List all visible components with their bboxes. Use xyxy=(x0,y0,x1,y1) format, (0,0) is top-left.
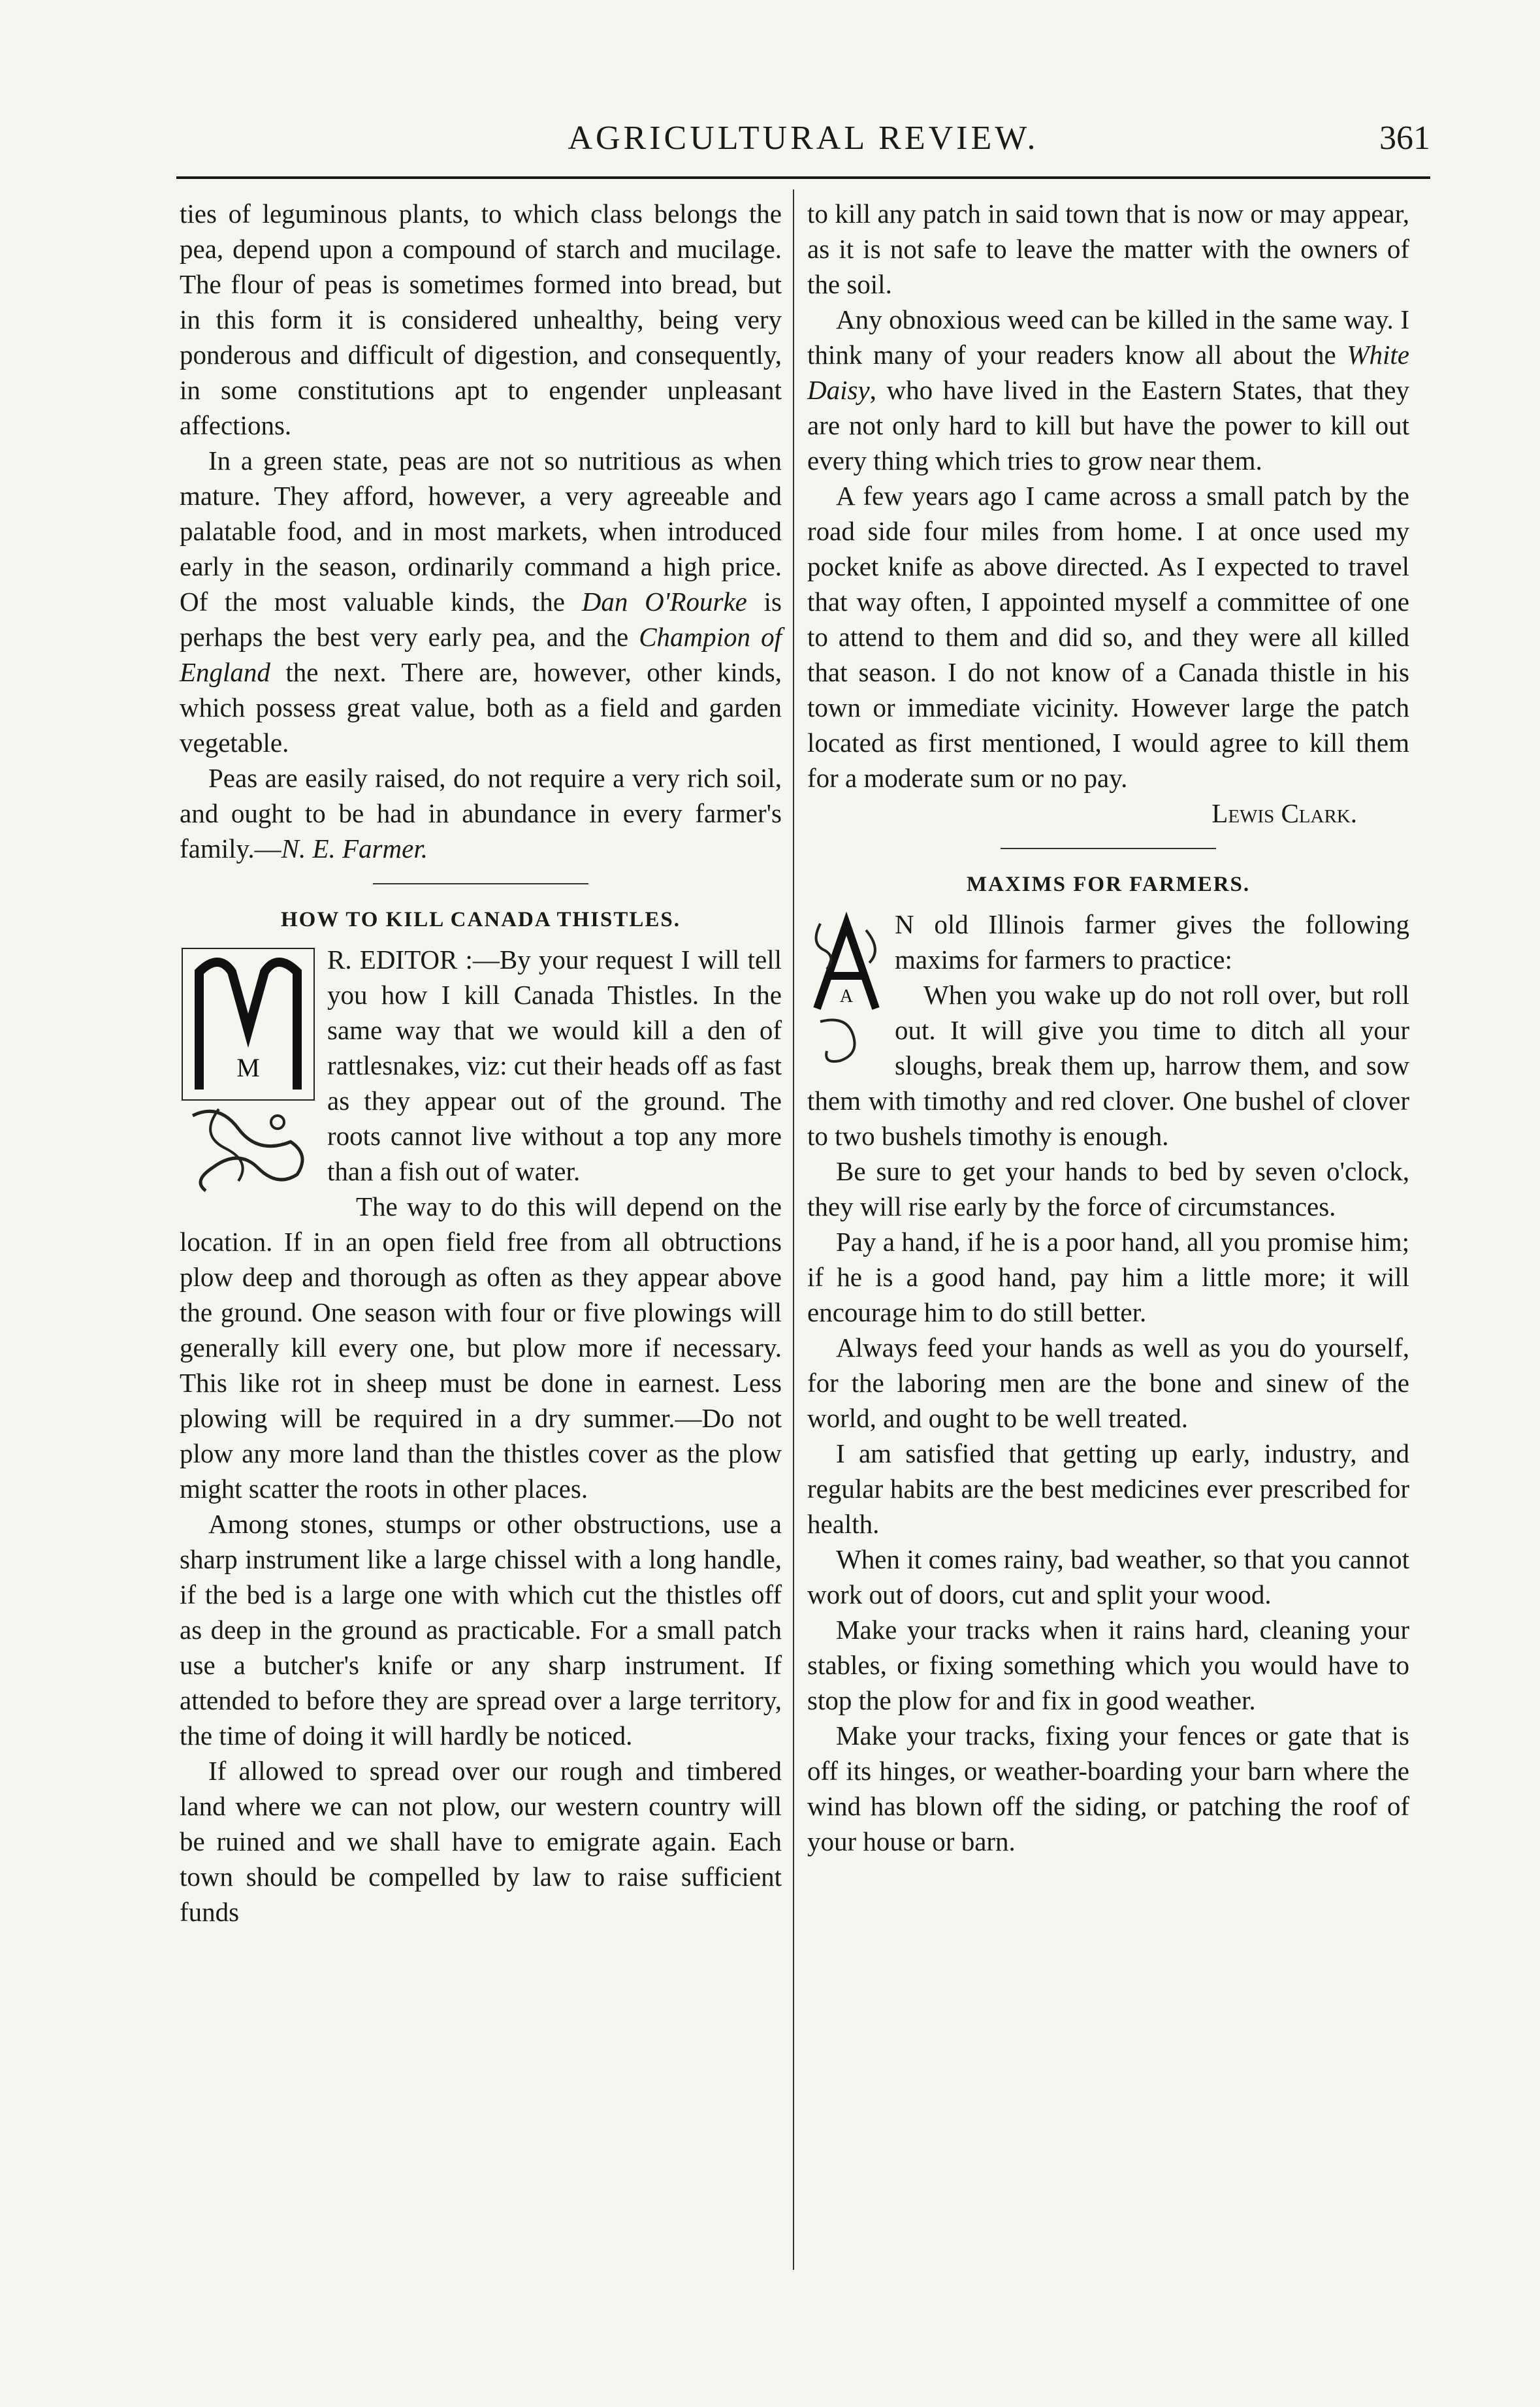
paragraph: I am satisfied that getting up early, industry, and regular habits are the best medicines ever prescribed for health. xyxy=(807,1438,1409,1539)
paragraph: Always feed your hands as well as you do yourself, for the laboring men are the bone and sinew of the world, and ought to be well treated. xyxy=(807,1333,1409,1433)
author-signature: Lewis Clark. xyxy=(1211,798,1357,828)
paragraph: N old Illinois farmer gives the following maxims for farmers to practice: xyxy=(895,909,1409,975)
section-rule xyxy=(1001,848,1216,849)
page-number: 361 xyxy=(1379,120,1430,157)
paragraph: If allowed to spread over our rough and timbered land where we can not plow, our western country will be ruined and we shall have to emigrate again. Each town should be compelled by law to raise sufficient funds xyxy=(180,1756,782,1927)
paragraph: When you wake up do not roll over, but roll out. It will give you time to ditch all your sloughs, break them up, harrow them, and sow them with timothy and red clover. One bushel of clover to two bushels timothy is enough. xyxy=(807,980,1409,1151)
header-rule xyxy=(176,176,1430,179)
ornamental-initial-a xyxy=(807,911,886,1067)
paragraph: Make your tracks, fixing your fences or gate that is off its hinges, or weather-boarding your barn where the wind has blown off the siding, or patching the roof of your house or barn. xyxy=(807,1720,1409,1856)
running-head xyxy=(176,118,1430,170)
left-column xyxy=(180,196,782,1930)
paragraph: Any obnoxious weed can be killed in the same way. I think many of your readers know all about the White Daisy, who have lived in the Eastern States, that they are not only hard to kill but have the power to kill out every thing which tries to grow near them. xyxy=(807,304,1409,476)
paragraph: Among stones, stumps or other obstructions, use a sharp instrument like a large chissel with a long handle, if the bed is a large one with which cut the thistles off as deep in the ground as practicable. For a small patch use a butcher's knife or any sharp instrument. If attended to before they are spread over a large territory, the time of doing it will hardly be noticed. xyxy=(180,1509,782,1751)
ornamental-initial-m xyxy=(180,946,317,1194)
paragraph: Peas are easily raised, do not require a very rich soil, and ought to be had in abundance in every farmer's family.—N. E. Farmer. xyxy=(180,763,782,864)
article-heading-maxims: MAXIMS FOR FARMERS. xyxy=(966,873,1251,896)
column-divider xyxy=(793,189,794,2270)
paragraph: In a green state, peas are not so nutritious as when mature. They afford, however, a very agreeable and palatable food, and in most markets, when introduced early in the season, ordinarily command a high price. Of the most valuable kinds, the Dan O'Rourke is perhaps the best very early pea, and the Champion of England the next. There are, however, other kinds, which possess great value, both as a field and garden vegetable. xyxy=(180,445,782,758)
paragraph: ties of leguminous plants, to which class belongs the pea, depend upon a compound of starch and mucilage. The flour of peas is sometimes formed into bread, but in this form it is considered unhealthy, being very ponderous and difficult of digestion, and consequently, in some constitutions apt to engender unpleasant affections. xyxy=(180,199,782,440)
section-rule xyxy=(373,883,588,884)
paragraph: Pay a hand, if he is a poor hand, all you promise him; if he is a good hand, pay him a little more; it will encourage him to do still better. xyxy=(807,1227,1409,1327)
italic-text: White Daisy xyxy=(807,340,1409,405)
paragraph: When it comes rainy, bad weather, so that you cannot work out of doors, cut and split your wood. xyxy=(807,1544,1409,1609)
article-heading-thistles: HOW TO KILL CANADA THISTLES. xyxy=(280,908,681,931)
svg-text:A: A xyxy=(839,986,854,1007)
right-column xyxy=(807,196,1409,1859)
paragraph: A few years ago I came across a small patch by the road side four miles from home. I at once used my pocket knife as above directed. As I expected to travel that way often, I appointed myself a committee of one to attend to them and did so, and they were all killed that season. I do not know of a Canada thistle in his town or immediate vicinity. However large the patch located as first mentioned, I would agree to kill them for a moderate sum or no pay. xyxy=(807,481,1409,793)
italic-text: Champion of England xyxy=(180,622,782,687)
svg-text:M: M xyxy=(236,1053,260,1082)
paragraph: to kill any patch in said town that is now or may appear, as it is not safe to leave the matter with the owners of the soil. xyxy=(807,199,1409,299)
paragraph: Be sure to get your hands to bed by seven o'clock, they will rise early by the force of circumstances. xyxy=(807,1156,1409,1221)
paragraph: The way to do this will depend on the location. If in an open field free from all obtructions plow deep and thorough as often as they appear above the ground. One season with four or five plowings will generally kill every one, but plow more if necessary. This like rot in sheep must be done in earnest. Less plowing will be required in a dry summer.—Do not plow any more land than the thistles cover as the plow might scatter the roots in other places. xyxy=(180,1191,782,1504)
running-title: AGRICULTURAL REVIEW. xyxy=(568,120,1039,157)
paragraph: R. EDITOR :—By your request I will tell you how I kill Canada Thistles. In the same way that we would kill a den of rattlesnakes, viz: cut their heads off as fast as they appear out of the ground. The roots cannot live without a top any more than a fish out of water. xyxy=(327,945,782,1186)
paragraph: Make your tracks when it rains hard, cleaning your stables, or fixing something which you would have to stop the plow for and fix in good weather. xyxy=(807,1615,1409,1715)
source-credit: N. E. Farmer. xyxy=(281,833,428,864)
italic-text: Dan O'Rourke xyxy=(581,587,747,617)
